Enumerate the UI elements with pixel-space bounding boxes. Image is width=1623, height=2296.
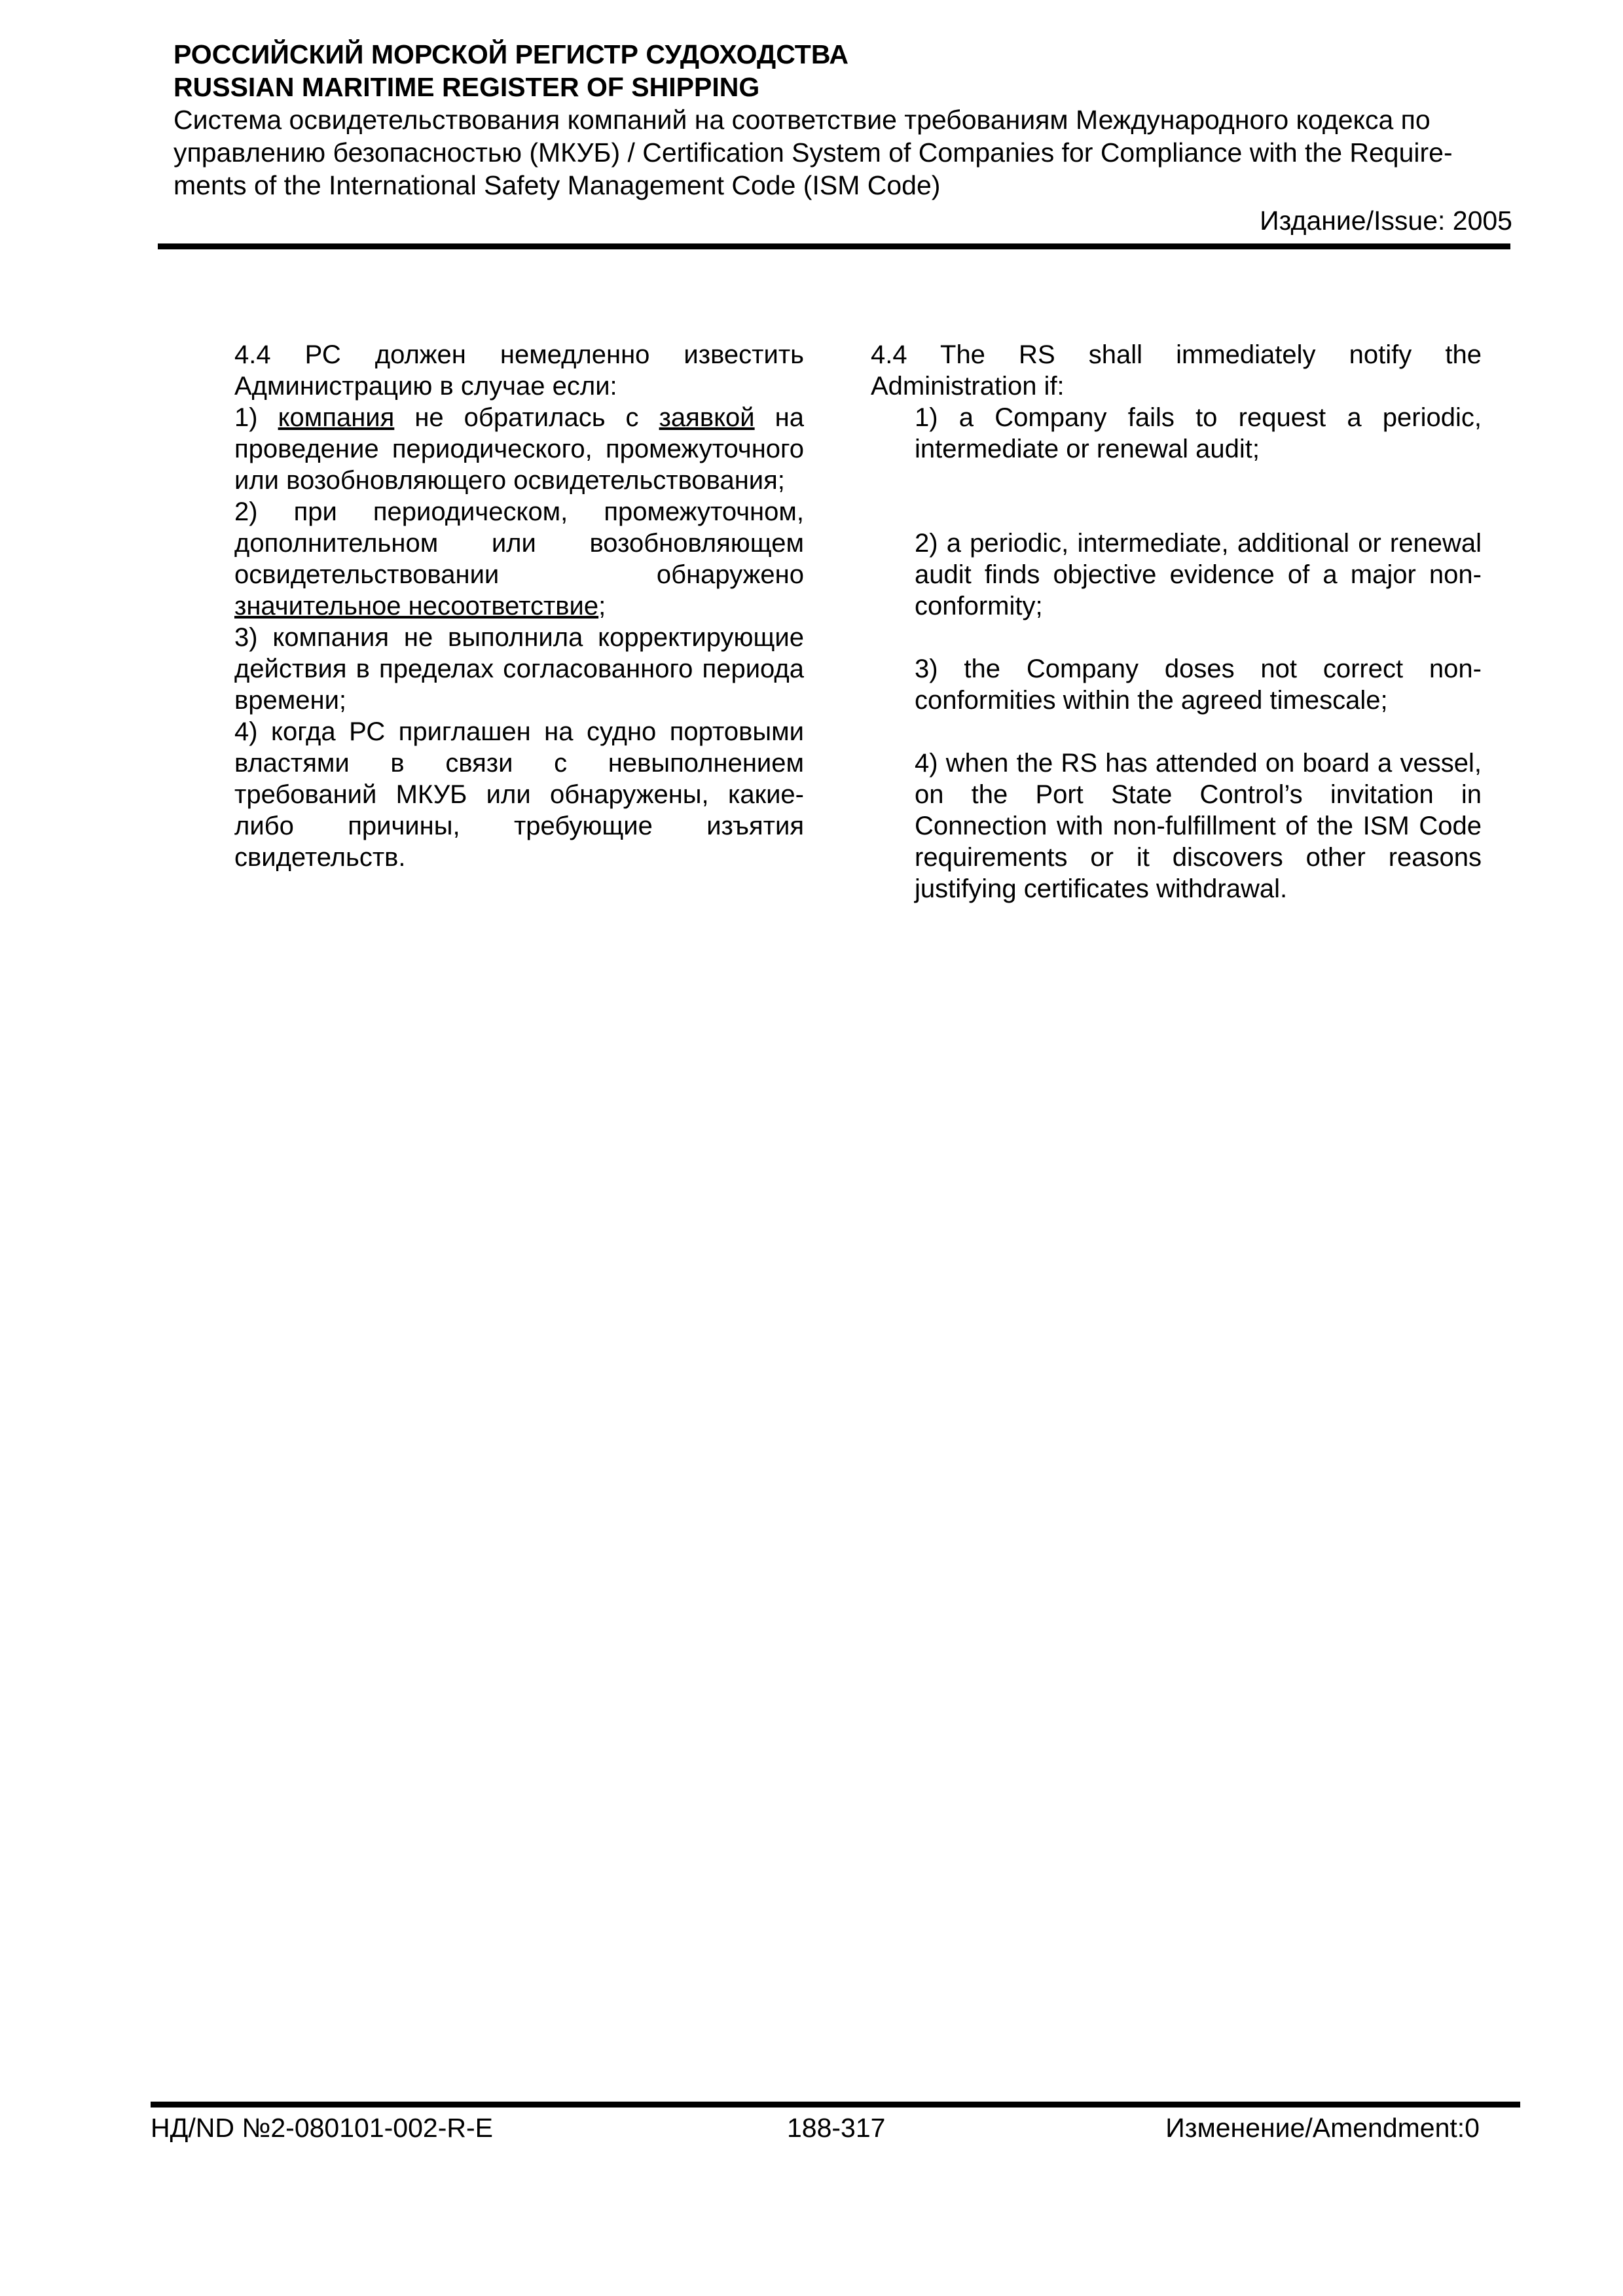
ru-item-1-mid: не обратилась с <box>394 403 659 432</box>
ru-item-3: 3) компания не выполнила корректирующие действия в пределах согласованного периода времени; <box>234 623 804 715</box>
ru-item-1-prefix: 1) <box>234 403 278 432</box>
document-title-line-1: Система освидетельствования компаний на соответствие требованиям Международного кодекса по <box>173 105 1431 135</box>
footer-divider <box>151 2102 1520 2108</box>
ru-item-1 <box>234 402 804 496</box>
ru-item-2-link-major-nc: значительное несоответствие <box>234 592 599 620</box>
document-title-line-2: управлению безопасностью (МКУБ) / Certification System of Companies for Compliance with the Require- <box>173 137 1453 168</box>
ru-item-2-suffix: ; <box>598 592 606 620</box>
ru-item-4: 4) когда РС приглашен на судно портовыми властями в связи с невыполнением требований МКУБ или обнаружены, какие-либо причины, требующие изъятия свидетельств. <box>234 717 804 872</box>
en-item-4: 4) when the RS has attended on board a vessel, on the Port State Control’s invitation in Connection with non-fulfillment of the ISM Code requirements or it discovers other reasons justifying certificates withdrawal. <box>915 749 1482 903</box>
english-column <box>871 339 1482 905</box>
page-number: 188-317 <box>787 2113 886 2143</box>
amendment-label: Изменение/Amendment:0 <box>1165 2113 1480 2143</box>
en-clause-4-4: 4.4 The RS shall immediately notify the Administration if: <box>871 340 1482 401</box>
ru-clause-4-4 <box>234 339 804 402</box>
en-item-1: 1) a Company fails to request a periodic, intermediate or renewal audit; <box>915 403 1482 463</box>
en-items <box>915 402 1482 905</box>
russian-column <box>234 339 804 873</box>
ru-item-1-rest: на проведение периодического, промежуточного или возобновляющего освидетельствования; <box>234 403 804 495</box>
ru-item-2 <box>234 496 804 622</box>
ru-clause-4-4-text: 4.4 РС должен немедленно известить Администрацию в случае если: <box>234 340 804 401</box>
header-divider <box>158 243 1510 249</box>
document-title-line-3: ments of the International Safety Management Code (ISM Code) <box>173 170 941 200</box>
register-name-en: RUSSIAN MARITIME REGISTER OF SHIPPING <box>173 72 760 102</box>
en-item-3: 3) the Company doses not correct non-conformities within the agreed timescale; <box>915 655 1482 715</box>
page-header <box>173 38 1512 237</box>
ru-item-1-link-application: заявкой <box>659 403 755 432</box>
register-name-ru: РОССИЙСКИЙ МОРСКОЙ РЕГИСТР СУДОХОДСТВА <box>173 39 849 69</box>
ru-item-1-link-company: компания <box>278 403 395 432</box>
issue-label: Издание/Issue: 2005 <box>1260 206 1512 236</box>
document-number: НД/ND №2-080101-002-R-E <box>151 2113 493 2143</box>
ru-items <box>234 402 804 873</box>
en-item-2: 2) a periodic, intermediate, additional or renewal audit finds objective evidence of a major non-conformity; <box>915 529 1482 620</box>
ru-item-2-text: 2) при периодическом, промежуточном, дополнительном или возобновляющем освидетельствовании обнаружено <box>234 497 804 589</box>
